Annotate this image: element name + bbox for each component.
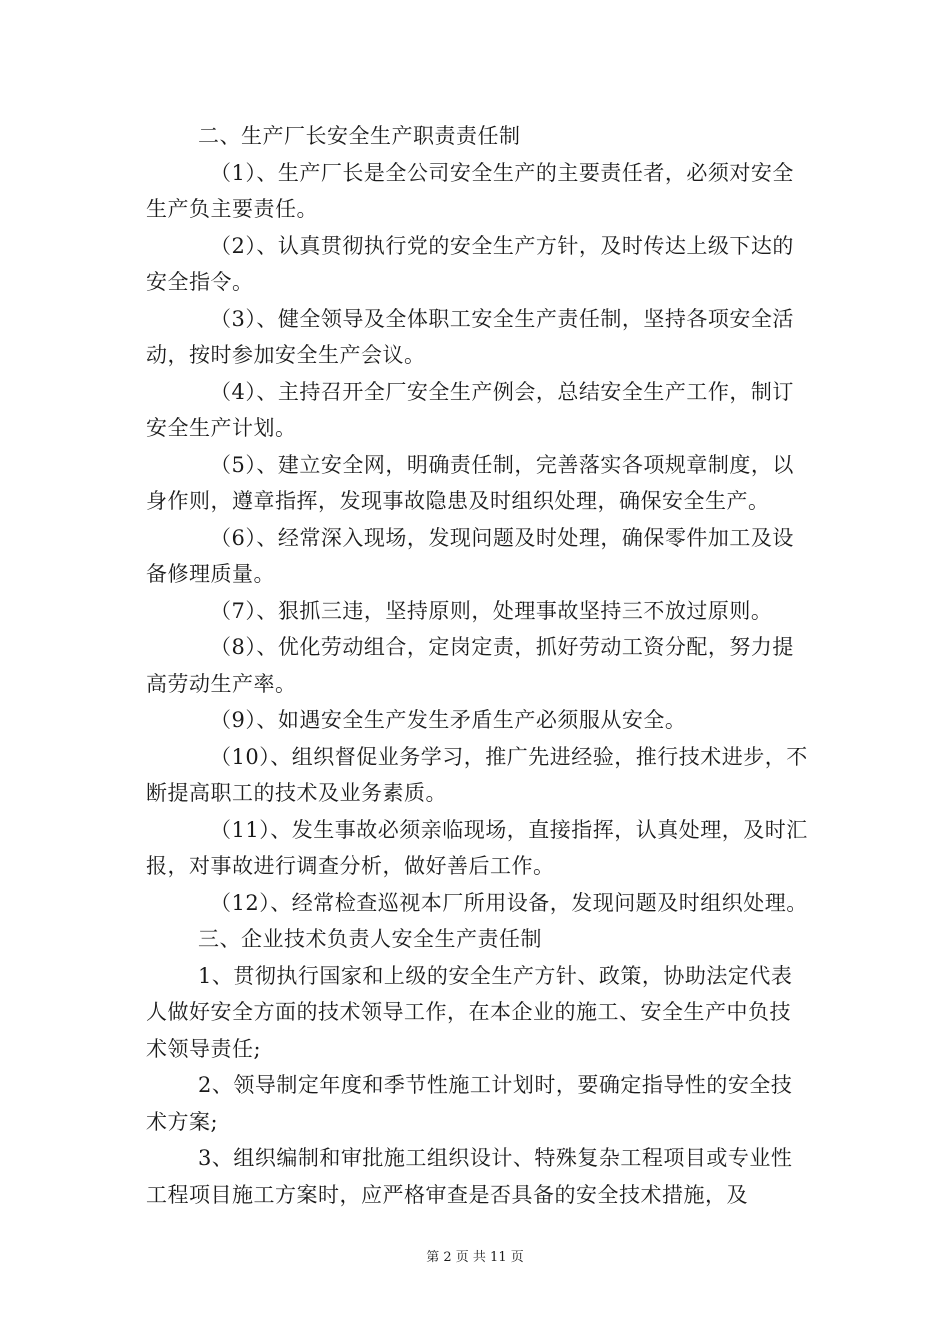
list-item: （8）、优化劳动组合，定岗定责，抓好劳动工资分配，努力提高劳动生产率。 xyxy=(146,635,794,696)
list-item: 3、组织编制和审批施工组织设计、特殊复杂工程项目或专业性工程项目施工方案时，应严格审查是否具备的安全技术措施，及 xyxy=(146,1146,793,1207)
section-heading: 三、企业技术负责人安全生产责任制 xyxy=(198,927,542,951)
list-item: （1）、生产厂长是全公司安全生产的主要责任者，必须对安全生产负主要责任。 xyxy=(146,160,794,221)
list-item: （2）、认真贯彻执行党的安全生产方针，及时传达上级下达的安全指令。 xyxy=(146,233,794,294)
list-item: （5）、建立安全网，明确责任制，完善落实各项规章制度，以身作则，遵章指挥，发现事故隐患及时组织处理，确保安全生产。 xyxy=(146,452,794,513)
list-item: （6）、经常深入现场，发现问题及时处理，确保零件加工及设备修理质量。 xyxy=(146,525,794,586)
list-item: 2、领导制定年度和季节性施工计划时，要确定指导性的安全技术方案; xyxy=(146,1073,793,1134)
list-item: （7）、狠抓三违，坚持原则，处理事故坚持三不放过原则。 xyxy=(210,598,773,623)
page-footer xyxy=(0,1246,950,1265)
document-body xyxy=(146,118,811,1213)
list-item: （9）、如遇安全生产发生矛盾生产必须服从安全。 xyxy=(210,708,687,732)
list-item: （4）、主持召开全厂安全生产例会，总结安全生产工作，制订安全生产计划。 xyxy=(146,379,794,440)
list-item: （11）、发生事故必须亲临现场，直接指挥，认真处理，及时汇报，对事故进行调查分析，做好善后工作。 xyxy=(146,817,808,878)
page-number: 第 2 页 共 11 页 xyxy=(426,1250,524,1265)
list-item: （12）、经常检查巡视本厂所用设备，发现问题及时组织处理。 xyxy=(210,890,808,915)
list-item: （10）、组织督促业务学习，推广先进经验，推行技术进步，不断提高职工的技术及业务素质。 xyxy=(146,744,808,805)
section-heading: 二、生产厂长安全生产职责责任制 xyxy=(198,124,521,148)
list-item: （3）、健全领导及全体职工安全生产责任制，坚持各项安全活动，按时参加安全生产会议。 xyxy=(146,306,794,367)
list-item: 1、贯彻执行国家和上级的安全生产方针、政策，协助法定代表人做好安全方面的技术领导工作，在本企业的施工、安全生产中负技术领导责任; xyxy=(146,963,793,1061)
